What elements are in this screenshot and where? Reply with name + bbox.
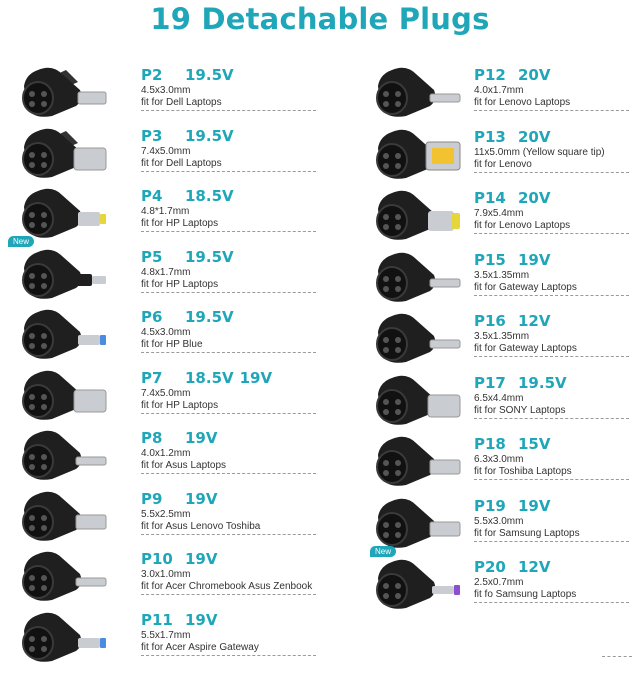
p19-plug-icon bbox=[354, 491, 484, 551]
plug-voltage: 18.5V bbox=[185, 187, 234, 205]
plug-voltage: 19V bbox=[185, 429, 218, 447]
plug-fit: fit for Lenovo Laptops bbox=[474, 97, 629, 111]
plug-info bbox=[474, 127, 640, 173]
plug-item-p15 bbox=[362, 245, 640, 305]
plug-header bbox=[474, 250, 640, 270]
plug-voltage-alt: 19V bbox=[239, 368, 273, 387]
plug-code: P4 bbox=[141, 187, 163, 205]
p20-plug-icon bbox=[354, 552, 484, 612]
plug-info bbox=[474, 373, 640, 419]
plug-code: P18 bbox=[474, 435, 506, 453]
p4-plug-icon bbox=[0, 181, 130, 241]
plug-item-p13 bbox=[362, 122, 640, 182]
plug-voltage: 19.5V bbox=[185, 247, 234, 266]
plug-voltage: 12V bbox=[518, 558, 551, 576]
plug-code: P16 bbox=[474, 312, 506, 330]
plug-fit: fit fo Samsung Laptops bbox=[474, 589, 629, 603]
plug-item-p19 bbox=[362, 491, 640, 551]
p6-plug-icon bbox=[0, 302, 130, 362]
plug-fit: fit for Acer Chromebook Asus Zenbook bbox=[141, 581, 316, 595]
plug-fit: fit for Acer Aspire Gateway bbox=[141, 642, 316, 656]
plug-spec: 3.5x1.35mm bbox=[474, 331, 530, 342]
p17-plug-icon bbox=[354, 368, 484, 428]
plug-voltage: 15V bbox=[518, 435, 551, 453]
plug-code: P15 bbox=[474, 250, 506, 269]
plug-fit: fit for HP Blue bbox=[141, 339, 316, 353]
plug-code: P2 bbox=[141, 66, 163, 84]
plug-voltage: 19.5V bbox=[185, 66, 234, 84]
plug-code: P7 bbox=[141, 368, 163, 387]
plug-voltage: 19V bbox=[518, 250, 551, 269]
plug-voltage: 20V bbox=[518, 66, 551, 84]
plug-code: P17 bbox=[474, 373, 506, 392]
plug-voltage: 19V bbox=[185, 550, 218, 568]
plug-spec: 4.0x1.7mm bbox=[474, 85, 524, 96]
p10-plug-icon bbox=[0, 544, 130, 604]
plug-header bbox=[141, 549, 321, 569]
plug-item-p9 bbox=[0, 484, 320, 544]
plug-info bbox=[141, 186, 321, 232]
plug-spec: 6.5x4.4mm bbox=[474, 392, 524, 404]
plug-item-p11 bbox=[0, 605, 320, 665]
p13-plug-icon bbox=[354, 122, 484, 182]
p3-plug-icon bbox=[0, 121, 130, 181]
plug-code: P11 bbox=[141, 610, 173, 629]
page-title: 19 Detachable Plugs bbox=[150, 2, 490, 36]
plug-spec: 4.8*1.7mm bbox=[141, 206, 190, 217]
plug-fit: fit for HP Laptops bbox=[141, 218, 316, 232]
plug-code: P10 bbox=[141, 550, 173, 568]
plug-spec: 3.0x1.0mm bbox=[141, 569, 191, 580]
plug-item-p7 bbox=[0, 363, 320, 423]
plug-item-p5 bbox=[0, 236, 320, 302]
plug-info bbox=[474, 496, 640, 542]
p5-plug-icon bbox=[0, 242, 130, 302]
plug-info bbox=[474, 557, 640, 603]
plug-header bbox=[474, 557, 640, 577]
plug-info bbox=[141, 247, 321, 293]
plug-code: P20 bbox=[474, 558, 506, 576]
plug-code: P6 bbox=[141, 308, 163, 326]
plug-item-p6 bbox=[0, 302, 320, 362]
p7-plug-icon bbox=[0, 363, 130, 423]
plug-code: P8 bbox=[141, 429, 163, 447]
plug-header bbox=[474, 496, 640, 516]
p18-plug-icon bbox=[354, 429, 484, 489]
plug-code: P5 bbox=[141, 247, 163, 266]
p8-plug-icon bbox=[0, 423, 130, 483]
plug-item-p12 bbox=[362, 60, 640, 120]
plug-header bbox=[474, 188, 640, 208]
plug-fit: fit for SONY Laptops bbox=[474, 405, 629, 419]
plug-spec: 7.4x5.0mm bbox=[141, 145, 191, 157]
plug-header bbox=[141, 186, 321, 206]
plug-voltage: 19V bbox=[185, 610, 218, 629]
p12-plug-icon bbox=[354, 60, 484, 120]
plug-spec: 5.5x1.7mm bbox=[141, 629, 191, 641]
plug-voltage: 18.5V bbox=[185, 368, 234, 387]
p11-plug-icon bbox=[0, 605, 130, 665]
plug-item-p17 bbox=[362, 368, 640, 428]
plug-item-p20 bbox=[362, 547, 640, 612]
plug-spec: 4.5x3.0mm bbox=[141, 85, 191, 96]
plug-fit: fit for Asus Lenovo Toshiba bbox=[141, 521, 316, 535]
plug-item-p14 bbox=[362, 183, 640, 243]
plug-info bbox=[141, 368, 321, 414]
plug-code: P19 bbox=[474, 496, 506, 515]
plug-voltage: 19.5V bbox=[185, 126, 234, 145]
plug-fit: fit for HP Laptops bbox=[141, 279, 316, 293]
plug-info bbox=[141, 428, 321, 474]
plug-spec: 7.4x5.0mm bbox=[141, 387, 191, 399]
plug-fit: fit for Asus Laptops bbox=[141, 460, 316, 474]
plug-fit: fit for Gateway Laptops bbox=[474, 343, 629, 357]
plug-header bbox=[474, 65, 640, 85]
plug-header bbox=[474, 434, 640, 454]
new-badge: New bbox=[8, 236, 34, 247]
plug-info bbox=[474, 65, 640, 111]
p15-plug-icon bbox=[354, 245, 484, 305]
plug-fit: fit for Lenovo bbox=[474, 159, 629, 173]
plug-info bbox=[474, 311, 640, 357]
plug-voltage: 19.5V bbox=[185, 308, 234, 326]
plug-info bbox=[141, 126, 321, 172]
plug-info bbox=[141, 549, 321, 595]
plug-spec: 5.5x2.5mm bbox=[141, 508, 191, 520]
plug-info bbox=[141, 489, 321, 535]
plug-voltage: 20V bbox=[518, 189, 551, 207]
plug-voltage: 19.5V bbox=[518, 373, 567, 392]
plug-item-p2 bbox=[0, 60, 320, 120]
plug-code: P9 bbox=[141, 489, 163, 508]
plug-spec: 11x5.0mm (Yellow square tip) bbox=[474, 146, 605, 158]
plug-code: P3 bbox=[141, 126, 163, 145]
plug-header bbox=[141, 247, 321, 267]
plug-header bbox=[141, 368, 321, 388]
plug-spec: 3.5x1.35mm bbox=[474, 269, 530, 281]
plug-header bbox=[141, 489, 321, 509]
plug-spec: 2.5x0.7mm bbox=[474, 577, 524, 588]
plug-header bbox=[141, 65, 321, 85]
plug-fit: fit for Dell Laptops bbox=[141, 97, 316, 111]
p14-plug-icon bbox=[354, 183, 484, 243]
plug-item-p3 bbox=[0, 121, 320, 181]
plug-info bbox=[474, 434, 640, 480]
plug-info bbox=[474, 188, 640, 234]
plug-spec: 6.3x3.0mm bbox=[474, 454, 524, 465]
plug-fit: fit for Toshiba Laptops bbox=[474, 466, 629, 480]
plug-item-p10 bbox=[0, 544, 320, 604]
plug-fit: fit for HP Laptops bbox=[141, 400, 316, 414]
plug-info bbox=[141, 307, 321, 353]
plug-spec: 4.8x1.7mm bbox=[141, 266, 191, 278]
plug-fit: fit for Lenovo Laptops bbox=[474, 220, 629, 234]
p16-plug-icon bbox=[354, 306, 484, 366]
plug-spec: 4.0x1.2mm bbox=[141, 448, 191, 459]
plug-voltage: 19V bbox=[518, 496, 551, 515]
p2-plug-icon bbox=[0, 60, 130, 120]
divider bbox=[602, 656, 632, 657]
plug-info bbox=[141, 65, 321, 111]
plug-code: P13 bbox=[474, 127, 506, 146]
plug-item-p4 bbox=[0, 181, 320, 241]
plug-header bbox=[474, 373, 640, 393]
plug-fit: fit for Gateway Laptops bbox=[474, 282, 629, 296]
plug-spec: 5.5x3.0mm bbox=[474, 515, 524, 527]
plug-header bbox=[474, 311, 640, 331]
plug-header bbox=[474, 127, 640, 147]
plug-voltage: 20V bbox=[518, 127, 551, 146]
plug-info bbox=[141, 610, 321, 656]
plug-item-p16 bbox=[362, 306, 640, 366]
plug-voltage: 19V bbox=[185, 489, 218, 508]
plug-item-p8 bbox=[0, 423, 320, 483]
plug-spec: 4.5x3.0mm bbox=[141, 327, 191, 338]
plug-header bbox=[141, 126, 321, 146]
plug-header bbox=[141, 428, 321, 448]
plug-header bbox=[141, 307, 321, 327]
plug-code: P12 bbox=[474, 66, 506, 84]
plug-info bbox=[474, 250, 640, 296]
plug-header bbox=[141, 610, 321, 630]
plug-item-p18 bbox=[362, 429, 640, 489]
plug-fit: fit for Dell Laptops bbox=[141, 158, 316, 172]
p9-plug-icon bbox=[0, 484, 130, 544]
plug-voltage: 12V bbox=[518, 312, 551, 330]
plug-fit: fit for Samsung Laptops bbox=[474, 528, 629, 542]
new-badge: New bbox=[370, 546, 396, 557]
plug-spec: 7.9x5.4mm bbox=[474, 208, 524, 219]
plug-code: P14 bbox=[474, 189, 506, 207]
